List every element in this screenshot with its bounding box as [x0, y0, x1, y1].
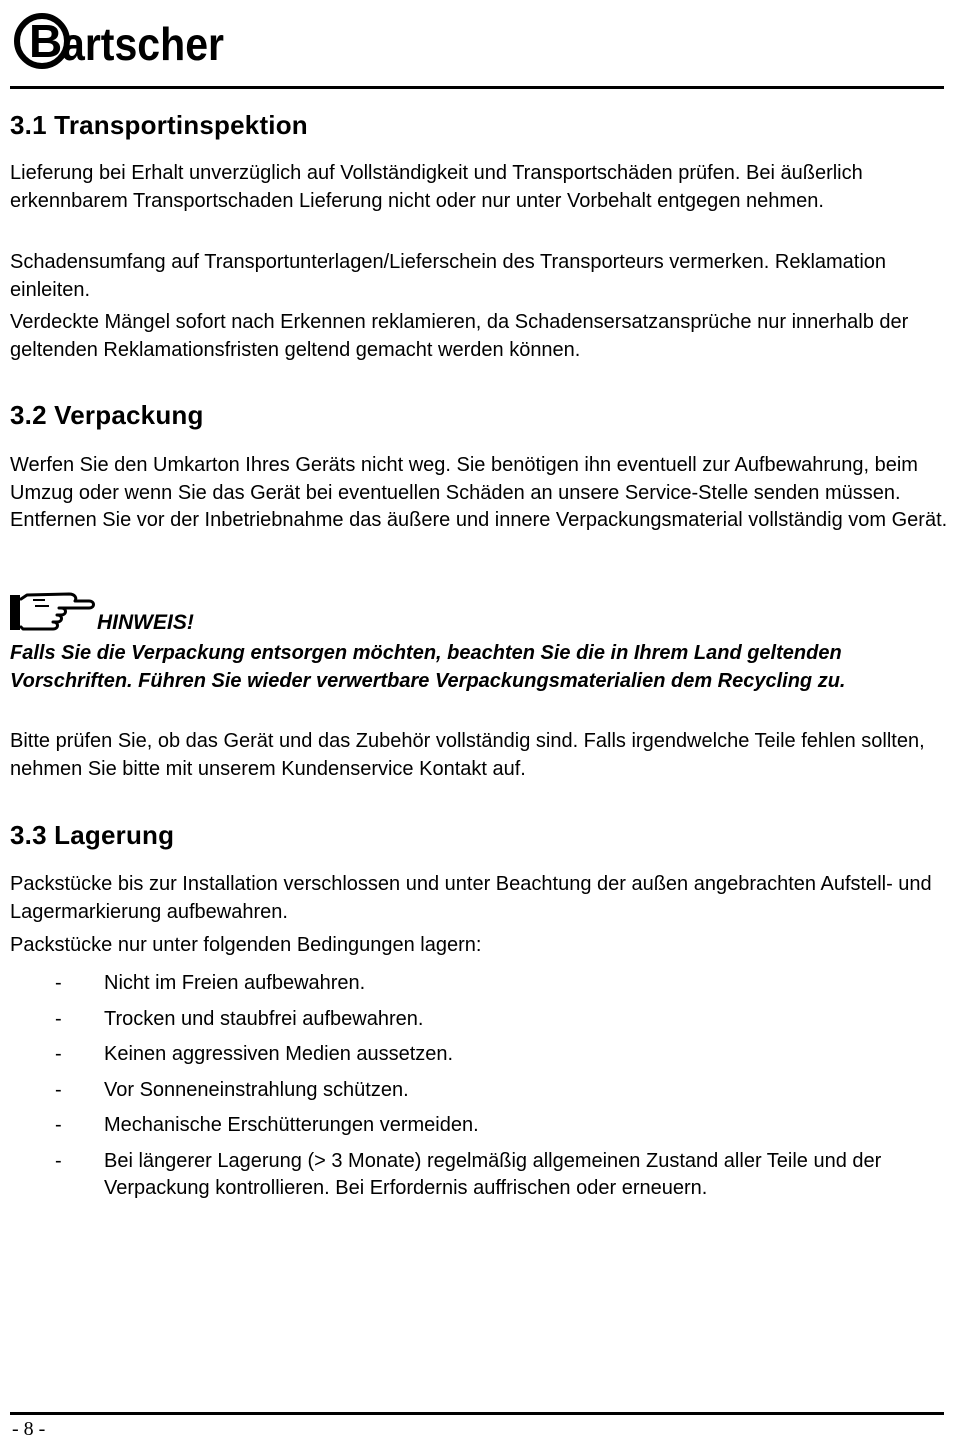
bartscher-logo [12, 8, 226, 70]
storage-conditions-list [10, 970, 955, 1211]
list-dash: - [55, 1007, 62, 1030]
list-item [10, 1112, 955, 1140]
list-item-text: Nicht im Freien aufbewahren. [104, 972, 366, 994]
list-item-text: Keinen aggressiven Medien aussetzen. [104, 1043, 454, 1065]
transport-paragraph-3: Verdeckte Mängel sofort nach Erkennen reklamieren, da Schadensersatzansprüche nur innerhalb der geltenden Reklamationsfristen geltend gemacht werden können. [10, 311, 909, 361]
svg-text:artscher: artscher [62, 18, 225, 70]
list-item [10, 1077, 955, 1105]
header-rule [10, 86, 944, 89]
packaging-paragraph-1: Werfen Sie den Umkarton Ihres Geräts nicht weg. Sie benötigen ihn eventuell zur Aufbewahrung, beim Umzug oder wenn Sie das Gerät bei eventuellen Schäden an unsere Service-Stelle senden müssen. Entfernen Sie vor der Inbetriebnahme das äußere und innere Verpackungsmaterial vollständig vom Gerät. [10, 454, 948, 531]
list-item [10, 1148, 955, 1203]
list-item [10, 1006, 955, 1034]
section-heading-packaging: 3.2 Verpackung [10, 400, 204, 430]
transport-paragraph-1: Lieferung bei Erhalt unverzüglich auf Vollständigkeit und Transportschäden prüfen. Bei äußerlich erkennbarem Transportschaden Lieferung nicht oder nur unter Vorbehalt entgegen nehmen. [10, 162, 863, 212]
list-dash: - [55, 1114, 62, 1136]
list-item [10, 970, 955, 998]
list-item-text: Vor Sonneneinstrahlung schützen. [104, 1078, 409, 1101]
footer-rule [10, 1412, 944, 1415]
page-number: - 8 - [12, 1418, 46, 1440]
section-heading-transport: 3.1 Transportinspektion [10, 110, 308, 140]
pointing-hand-icon [9, 590, 95, 632]
svg-text:B: B [29, 15, 63, 67]
storage-paragraph-2: Packstücke nur unter folgenden Bedingungen lagern: [10, 934, 482, 956]
list-dash: - [55, 1078, 62, 1101]
note-text: Falls Sie die Verpackung entsorgen möchten, beachten Sie die in Ihrem Land geltenden Vorschriften. Führen Sie wieder verwertbare Verpackungsmaterialien dem Recycling zu. [10, 642, 846, 692]
list-dash: - [55, 972, 62, 994]
note-title: HINWEIS! [97, 611, 194, 634]
list-item-text: Bei längerer Lagerung (> 3 Monate) regelmäßig allgemeinen Zustand aller Teile und der Verpackung kontrollieren. Bei Erfordernis auffrischen oder erneuern. [104, 1149, 882, 1199]
transport-paragraph-2: Schadensumfang auf Transportunterlagen/Lieferschein des Transporteurs vermerken. Reklamation einleiten. [10, 251, 887, 301]
storage-paragraph-1: Packstücke bis zur Installation verschlossen und unter Beachtung der außen angebrachten Aufstell- und Lagermarkierung aufbewahren. [10, 873, 932, 923]
list-item [10, 1041, 955, 1069]
list-item-text: Mechanische Erschütterungen vermeiden. [104, 1114, 479, 1136]
packaging-paragraph-2: Bitte prüfen Sie, ob das Gerät und das Zubehör vollständig sind. Falls irgendwelche Teile fehlen sollten, nehmen Sie bitte mit unserem Kundenservice Kontakt auf. [10, 730, 925, 780]
list-item-text: Trocken und staubfrei aufbewahren. [104, 1007, 424, 1030]
list-dash: - [55, 1043, 62, 1065]
list-dash: - [55, 1149, 62, 1172]
section-heading-storage: 3.3 Lagerung [10, 820, 175, 850]
